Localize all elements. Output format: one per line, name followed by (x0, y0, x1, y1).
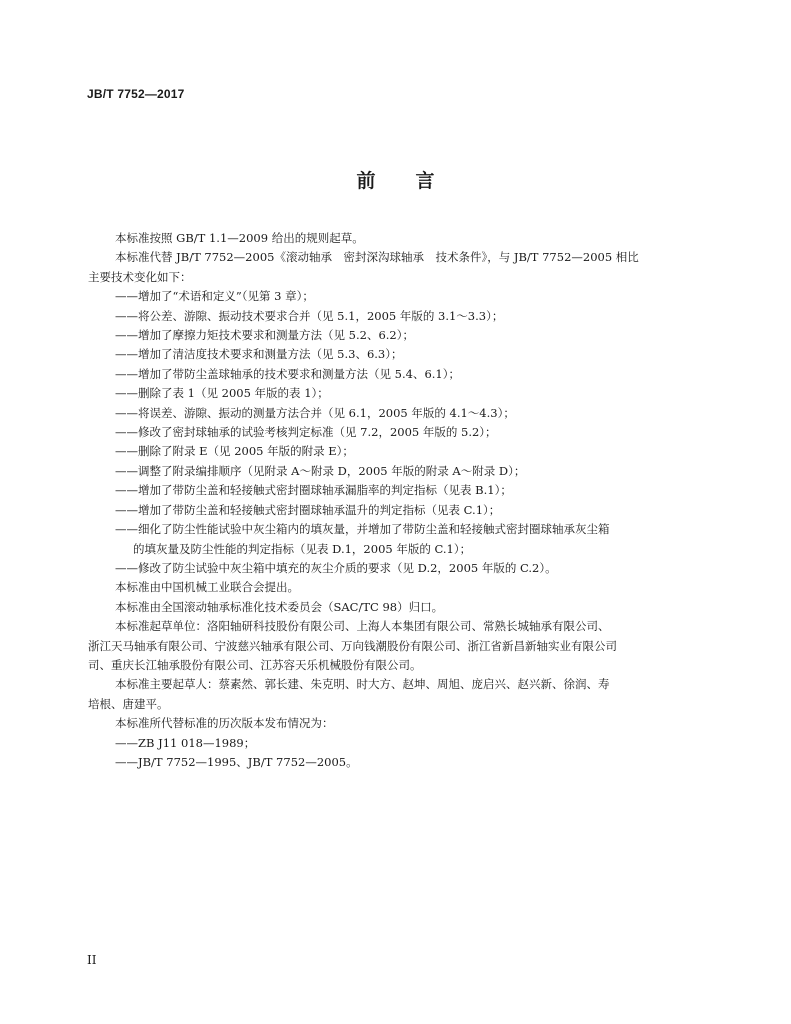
foreword-body (88, 229, 700, 772)
paragraph-drafting-rules: 本标准按照 GB/T 1.1—2009 给出的规则起草。 (115, 231, 364, 245)
paragraph-replaces-line2: 主要技术变化如下： (88, 269, 192, 284)
history-item: ——JB/T 7752—1995、JB/T 7752—2005。 (115, 754, 358, 769)
paragraph-under-jurisdiction: 本标准由全国滚动轴承标准化技术委员会（SAC/TC 98）归口。 (115, 599, 444, 614)
standard-code: JB/T 7752—2017 (87, 87, 185, 101)
paragraph-drafters-line1: 本标准主要起草人：蔡素然、郭长建、朱克明、时大方、赵坤、周旭、庞启兴、赵兴新、徐润、寿 (115, 677, 610, 692)
paragraph-drafters-line2: 培根、唐建平。 (88, 696, 169, 711)
change-item: ——调整了附录编排顺序（见附录 A～附录 D，2005 年版的附录 A～附录 D）； (115, 463, 526, 478)
change-item: ——增加了清洁度技术要求和测量方法（见 5.3、6.3）； (115, 347, 403, 362)
page-number: II (87, 953, 97, 967)
title-char-2: 言 (415, 170, 435, 192)
history-item: ——ZB J11 018—1989； (115, 735, 256, 750)
change-item-line1: ——细化了防尘性能试验中灰尘箱内的填灰量，并增加了带防尘盖和轻接触式密封圈球轴承灰尘箱 (115, 522, 610, 537)
change-item: ——增加了带防尘盖和轻接触式密封圈球轴承漏脂率的判定指标（见表 B.1）； (115, 483, 512, 498)
change-item: ——删除了附录 E（见 2005 年版的附录 E）； (115, 444, 354, 459)
change-item: ——增加了摩擦力矩技术要求和测量方法（见 5.2、6.2）； (115, 328, 414, 343)
change-item: ——将公差、游隙、振动技术要求合并（见 5.1，2005 年版的 3.1～3.3）； (115, 308, 504, 323)
change-item: ——增加了“术语和定义”（见第 3 章）； (115, 289, 314, 304)
change-item: ——将误差、游隙、振动的测量方法合并（见 6.1，2005 年版的 4.1～4.3）； (115, 405, 515, 420)
paragraph-drafting-units-line3: 司、重庆长江轴承股份有限公司、江苏容天乐机械股份有限公司。 (88, 657, 422, 672)
change-item: ——修改了防尘试验中灰尘箱中填充的灰尘介质的要求（见 D.2，2005 年版的 C.2）。 (115, 560, 557, 575)
paragraph-drafting-units-line2: 浙江天马轴承有限公司、宁波慈兴轴承有限公司、万向钱潮股份有限公司、浙江省新昌新轴实业有限公司 (88, 638, 617, 653)
paragraph-proposed-by: 本标准由中国机械工业联合会提出。 (115, 580, 299, 595)
change-item: ——增加了带防尘盖和轻接触式密封圈球轴承温升的判定指标（见表 C.1）； (115, 502, 501, 517)
paragraph-history-intro: 本标准所代替标准的历次版本发布情况为： (115, 716, 334, 731)
paragraph-replaces-line1: 本标准代替 JB/T 7752—2005《滚动轴承 密封深沟球轴承 技术条件》，与 JB/T 7752—2005 相比 (115, 250, 639, 265)
paragraph-drafting-units-line1: 本标准起草单位：洛阳轴研科技股份有限公司、上海人本集团有限公司、常熟长城轴承有限公司、 (115, 619, 610, 634)
change-item-line2: 的填灰量及防尘性能的判定指标（见表 D.1，2005 年版的 C.1）； (133, 541, 472, 556)
change-item: ——修改了密封球轴承的试验考核判定标准（见 7.2，2005 年版的 5.2）； (115, 425, 497, 440)
title-char-1: 前 (356, 170, 376, 192)
change-item: ——增加了带防尘盖球轴承的技术要求和测量方法（见 5.4、6.1）； (115, 366, 460, 381)
page-title (0, 166, 791, 193)
change-item: ——删除了表 1（见 2005 年版的表 1）； (115, 386, 329, 401)
